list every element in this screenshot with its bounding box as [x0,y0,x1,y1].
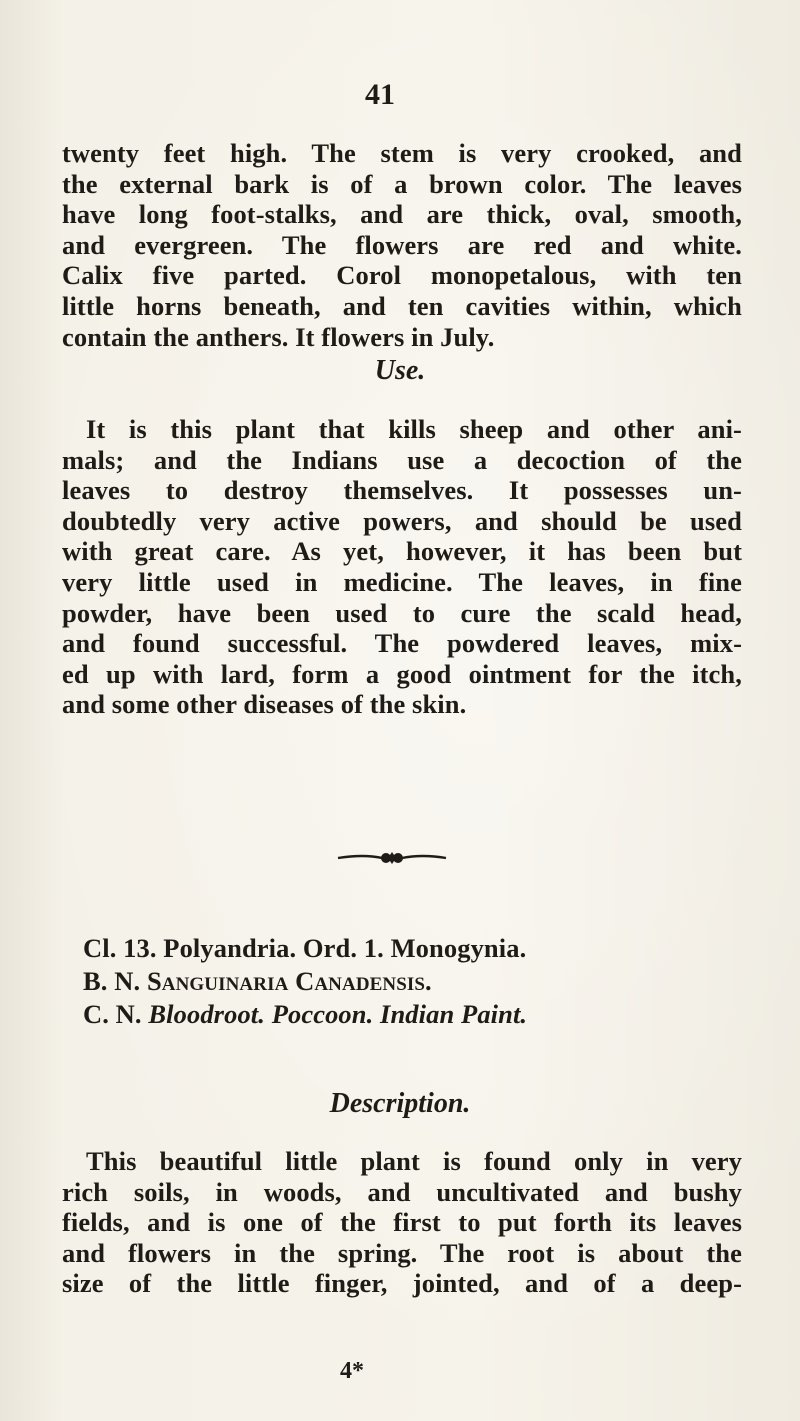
text-line: and flowers in the spring. The root is about the [62,1237,742,1268]
text-line: little horns beneath, and ten cavities within, which [62,290,742,321]
text-line: size of the little finger, jointed, and of a deep- [62,1268,742,1299]
botanical-name-line [83,965,743,998]
text-line: doubtedly very active powers, and should be used [62,505,742,536]
paragraph-description [62,1146,742,1299]
text-line: very little used in medicine. The leaves, in fine [62,566,742,597]
text-line: Calix five parted. Corol monopetalous, with ten [62,260,742,291]
text-line: and some other diseases of the skin. [62,689,467,720]
text-line: ed up with lard, form a good ointment for the itch, [62,658,742,689]
text-line: mals; and the Indians use a decoction of the [62,444,742,475]
classification-block [83,932,743,1031]
common-names: Bloodroot. Poccoon. Indian Paint. [148,999,528,1029]
common-name-prefix: C. N. [83,999,142,1029]
section-divider-ornament [336,851,448,865]
text-line: with great care. As yet, however, it has been but [62,536,742,567]
text-line: and evergreen. The flowers are red and white. [62,229,742,260]
common-name-line [83,998,743,1031]
text-line: twenty feet high. The stem is very crooked, and [62,138,742,168]
botanical-name-prefix: B. N. [83,966,141,996]
text-line: fields, and is one of the first to put forth its leaves [62,1207,742,1238]
class-order-line: Cl. 13. Polyandria. Ord. 1. Monogynia. [83,933,527,963]
text-line: and found successful. The powdered leaves, mix- [62,628,742,659]
botanical-name: Sanguinaria Canadensis. [146,966,432,996]
text-line: leaves to destroy themselves. It possesses un- [62,475,742,506]
paragraph-continuation [62,138,742,352]
paragraph-use [62,414,742,720]
text-line: powder, have been used to cure the scald head, [62,597,742,628]
text-line: contain the anthers. It flowers in July. [62,321,495,352]
page-number: 41 [365,78,395,111]
signature-mark: 4* [340,1358,364,1384]
text-line: rich soils, in woods, and uncultivated and bushy [62,1176,742,1207]
section-heading-use: Use. [374,355,426,386]
text-line: the external bark is of a brown color. The leaves [62,168,742,199]
text-line: It is this plant that kills sheep and other ani- [86,414,742,444]
text-line: This beautiful little plant is found only in very [86,1146,742,1176]
section-heading-description: Description. [329,1088,471,1119]
text-line: have long foot-stalks, and are thick, oval, smooth, [62,199,742,230]
